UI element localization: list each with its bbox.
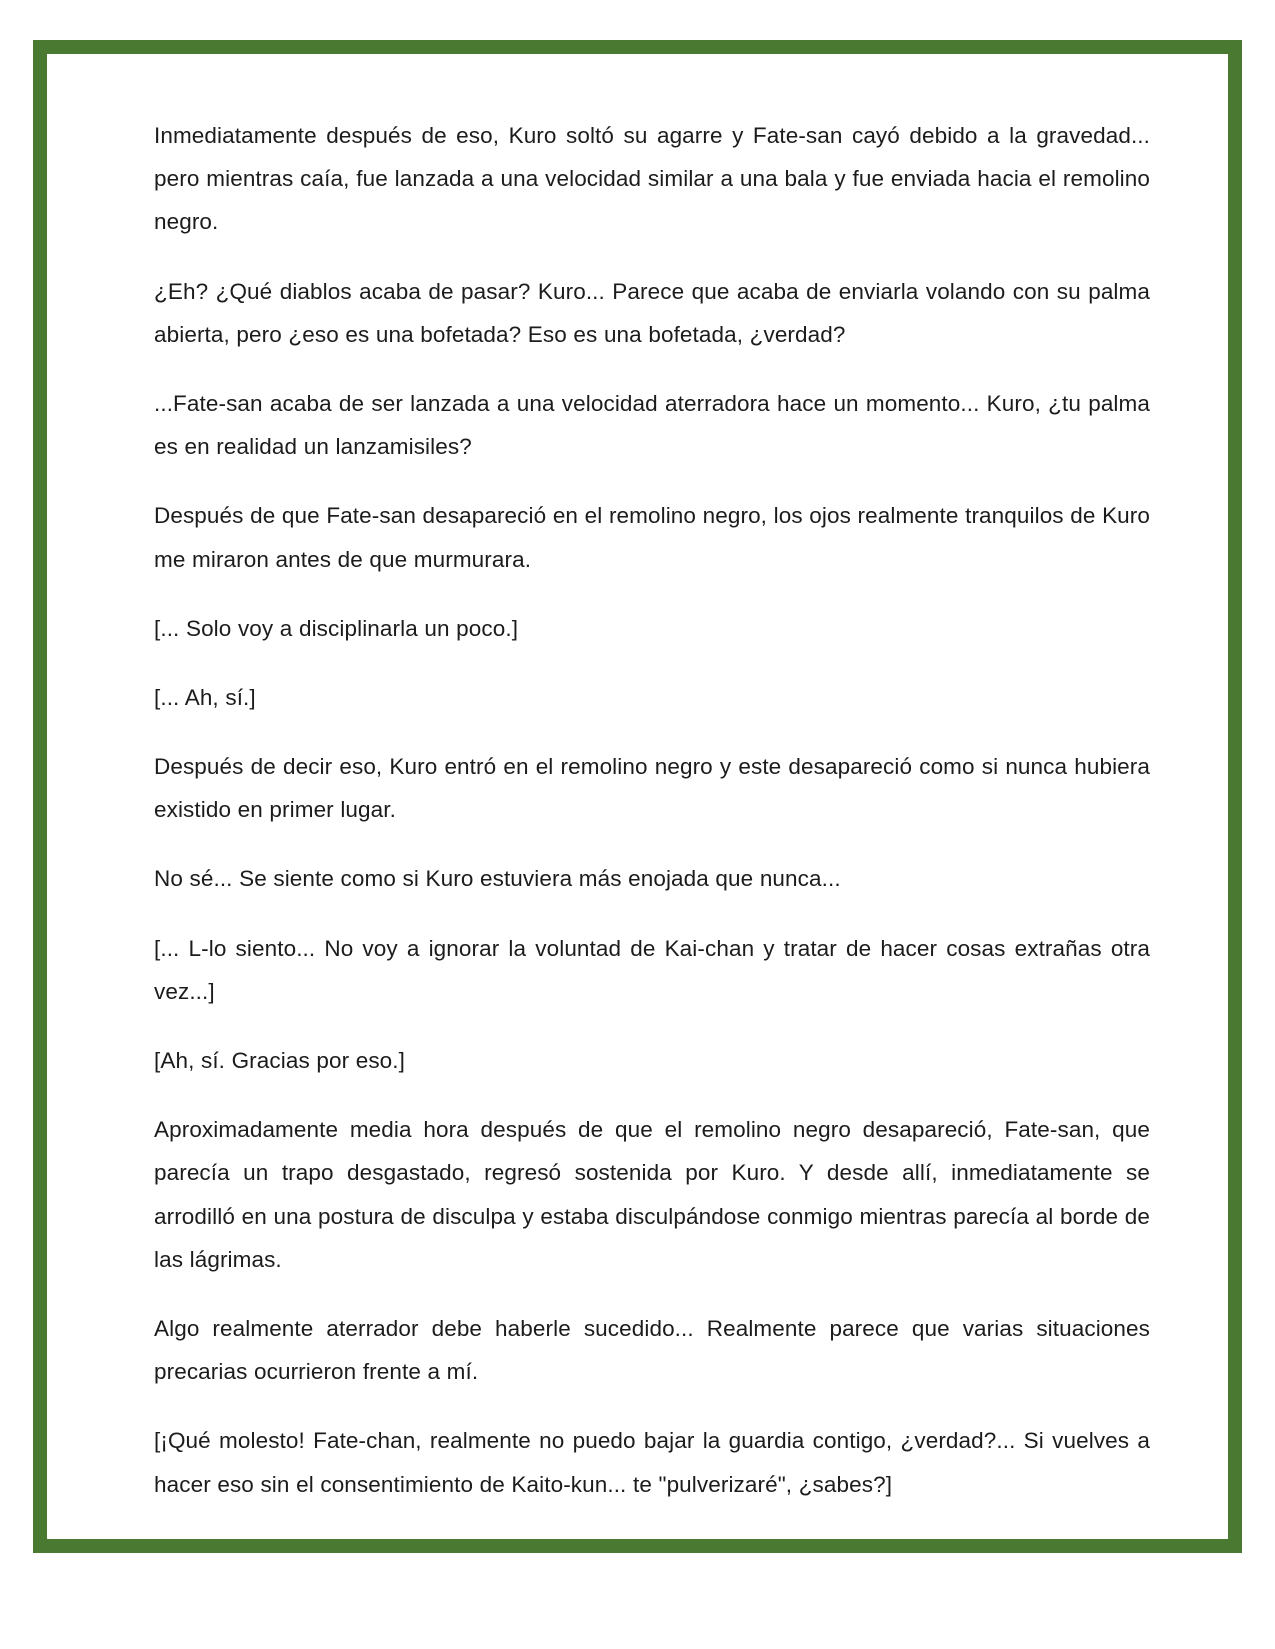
document-body — [154, 114, 1150, 1506]
paragraph: ...Fate-san acaba de ser lanzada a una velocidad aterradora hace un momento... Kuro, ¿tu palma es en realidad un lanzamisiles? — [154, 390, 1150, 460]
paragraph: [... L-lo siento... No voy a ignorar la voluntad de Kai-chan y tratar de hacer cosas extrañas otra vez...] — [154, 935, 1150, 1004]
paragraph: [Ah, sí. Gracias por eso.] — [154, 1048, 405, 1073]
paragraph: Algo realmente aterrador debe haberle sucedido... Realmente parece que varias situaciones precarias ocurrieron frente a mí. — [154, 1315, 1150, 1385]
page-border-frame — [33, 40, 1242, 1553]
paragraph: [... Solo voy a disciplinarla un poco.] — [154, 615, 519, 641]
paragraph: Aproximadamente media hora después de que el remolino negro desapareció, Fate-san, que parecía un trapo desgastado, regresó sostenida por Kuro. Y desde allí, inmediatamente se arrodilló en una postura de disculpa y estaba disculpándose conmigo mientras parecía al borde de las lágrimas. — [154, 1117, 1150, 1272]
paragraph: [... Ah, sí.] — [154, 684, 256, 710]
paragraph: Después de decir eso, Kuro entró en el remolino negro y este desapareció como si nunca hubiera existido en primer lugar. — [154, 754, 1150, 823]
paragraph: ¿Eh? ¿Qué diablos acaba de pasar? Kuro... Parece que acaba de enviarla volando con su palma abierta, pero ¿eso es una bofetada? Eso es una bofetada, ¿verdad? — [154, 278, 1150, 347]
paragraph: Después de que Fate-san desapareció en el remolino negro, los ojos realmente tranquilos de Kuro me miraron antes de que murmurara. — [154, 503, 1150, 572]
paragraph: [¡Qué molesto! Fate-chan, realmente no puedo bajar la guardia contigo, ¿verdad?... Si vuelves a hacer eso sin el consentimiento de Kaito-kun... te "pulverizaré", ¿sabes?] — [154, 1428, 1150, 1497]
paragraph: No sé... Se siente como si Kuro estuviera más enojada que nunca... — [154, 866, 841, 892]
paragraph: Inmediatamente después de eso, Kuro soltó su agarre y Fate-san cayó debido a la gravedad... pero mientras caía, fue lanzada a una velocidad similar a una bala y fue enviada hacia el remolino negro. — [154, 123, 1150, 235]
